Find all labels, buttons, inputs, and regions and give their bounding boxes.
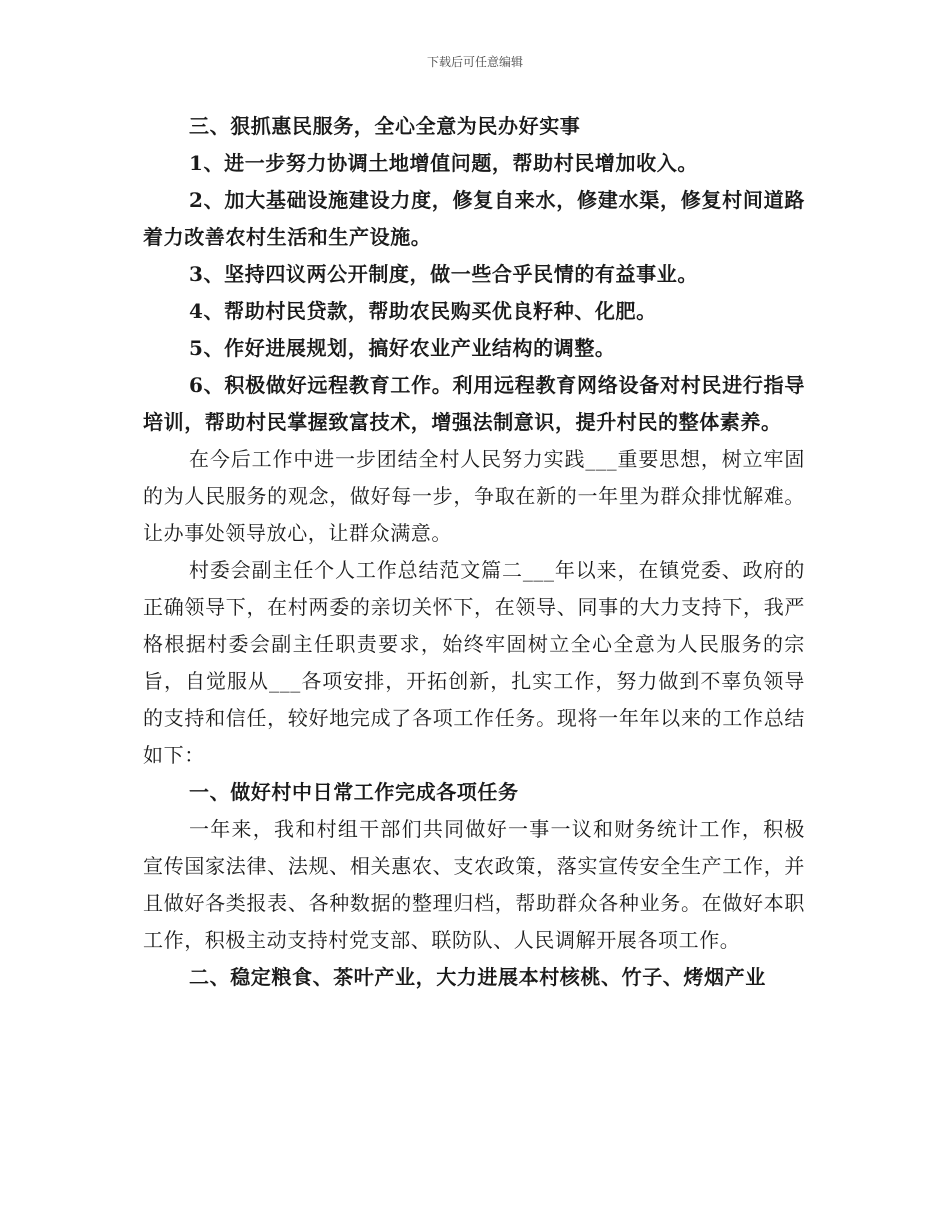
list-item-3: 3、坚持四议两公开制度，做一些合乎民情的有益事业。 — [189, 262, 698, 286]
list-item-4: 4、帮助村民贷款，帮助农民购买优良籽种、化肥。 — [189, 299, 657, 323]
list-item-2: 2、加大基础设施建设力度，修复自来水，修建水渠，修复村间道路着力改善农村生活和生产设施。 — [143, 188, 805, 249]
section-heading-3: 三、狠抓惠民服务，全心全意为民办好实事 — [189, 114, 581, 138]
list-item-1: 1、进一步努力协调土地增值问题，帮助村民增加收入。 — [189, 151, 698, 175]
document-body — [143, 108, 805, 996]
page-header: 下载后可任意编辑 — [426, 55, 523, 69]
body-paragraph-future-work: 在今后工作中进一步团结全村人民努力实践___重要思想，树立牢固的为人民服务的观念，做好每一步，争取在新的一年里为群众排忧解难。让办事处领导放心，让群众满意。 — [143, 447, 805, 545]
section-heading-2: 二、稳定粮食、茶叶产业，大力进展本村核桃、竹子、烤烟产业 — [189, 965, 766, 989]
list-item-6: 6、积极做好远程教育工作。利用远程教育网络设备对村民进行指导培训，帮助村民掌握致富技术，增强法制意识，提升村民的整体素养。 — [143, 373, 805, 434]
body-paragraph-intro-part2: 村委会副主任个人工作总结范文篇二___年以来，在镇党委、政府的正确领导下，在村两委的亲切关怀下，在领导、同事的大力支持下，我严格根据村委会副主任职责要求，始终牢固树立全心全意为人民服务的宗旨，自觉服从___各项安排，开拓创新，扎实工作，努力做到不辜负领导的支持和信任，较好地完成了各项工作任务。现将一年年以来的工作总结如下： — [143, 558, 805, 767]
body-paragraph-daily-work: 一年来，我和村组干部们共同做好一事一议和财务统计工作，积极宣传国家法律、法规、相关惠农、支农政策，落实宣传安全生产工作，并且做好各类报表、各种数据的整理归档，帮助群众各种业务。在做好本职工作，积极主动支持村党支部、联防队、人民调解开展各项工作。 — [143, 817, 805, 952]
list-item-5: 5、作好进展规划，搞好农业产业结构的调整。 — [189, 336, 616, 360]
section-heading-1: 一、做好村中日常工作完成各项任务 — [189, 780, 519, 804]
